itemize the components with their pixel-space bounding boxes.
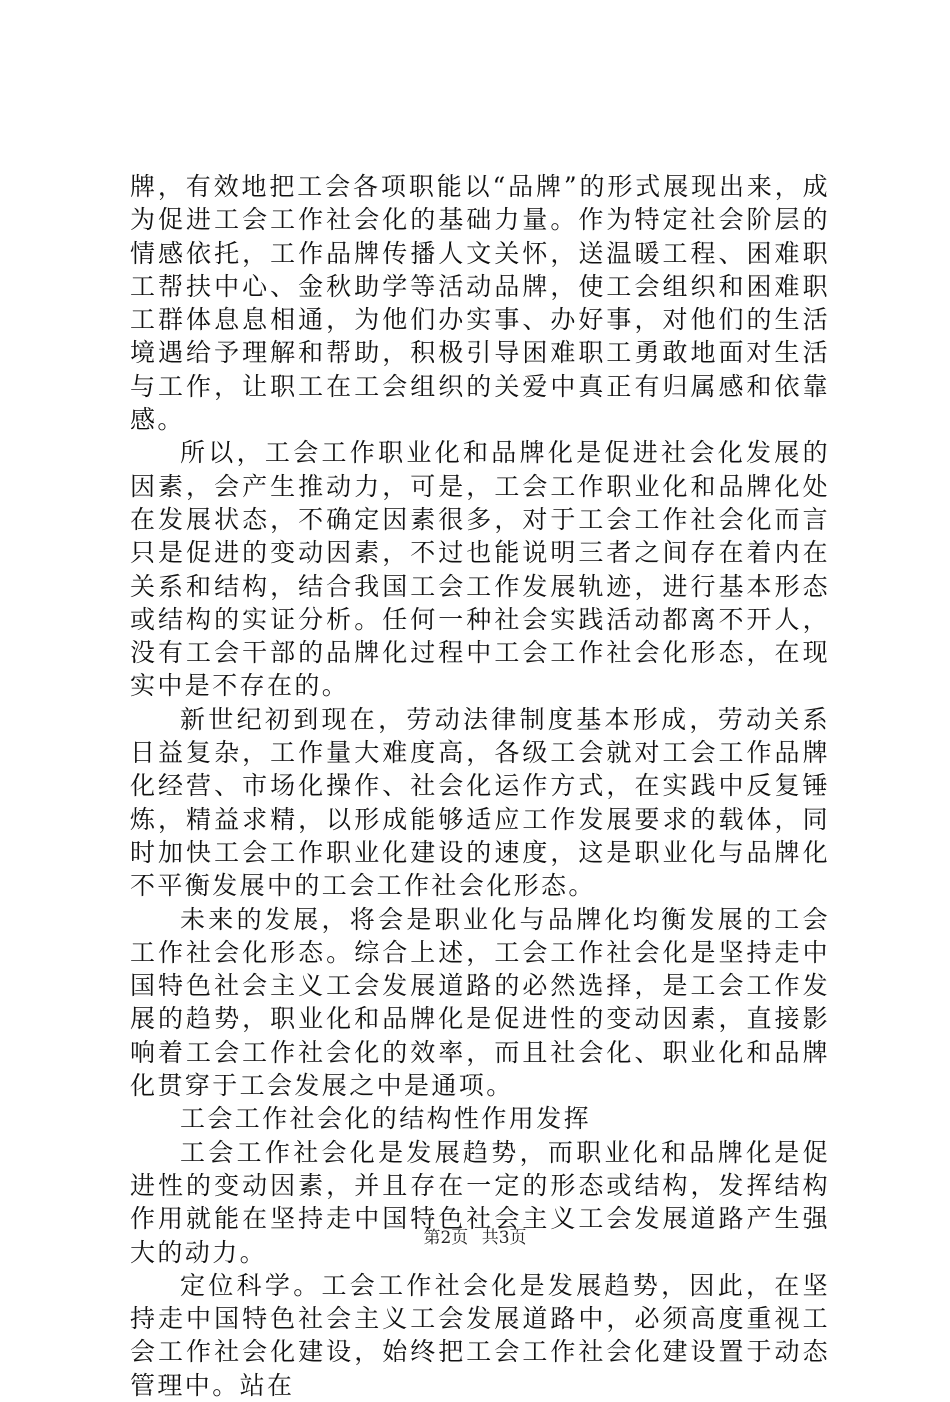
paragraph-3: 新世纪初到现在，劳动法律制度基本形成，劳动关系日益复杂，工作量大难度高，各级工会就对工会工作品牌化经营、市场化操作、社会化运作方式，在实践中反复锤炼，精益求精，以形成能够适应工作发展要求的载体，同时加快工会工作职业化建设的速度，这是职业化与品牌化不平衡发展中的工会工作社会化形态。 xyxy=(130,704,830,901)
paragraph-6: 定位科学。工会工作社会化是发展趋势，因此，在坚持走中国特色社会主义工会发展道路中，必须高度重视工会工作社会化建设，始终把工会工作社会化建设置于动态管理中。站在 xyxy=(130,1270,830,1400)
section-heading: 工会工作社会化的结构性作用发挥 xyxy=(180,1104,592,1134)
page-total: 共3页 xyxy=(481,1228,527,1248)
paragraph-4: 未来的发展，将会是职业化与品牌化均衡发展的工会工作社会化形态。综合上述，工会工作社会化是坚持走中国特色社会主义工会发展道路的必然选择，是工会工作发展的趋势，职业化和品牌化是促进性的变动因素，直接影响着工会工作社会化的效率，而且社会化、职业化和品牌化贯穿于工会发展之中是通项。 xyxy=(130,904,830,1101)
page-number: 第2页 xyxy=(423,1228,469,1248)
page-footer xyxy=(0,1227,950,1249)
paragraph-5: 工会工作社会化是发展趋势，而职业化和品牌化是促进性的变动因素，并且存在一定的形态或结构，发挥结构作用就能在坚持走中国特色社会主义工会发展道路产生强大的动力。 xyxy=(130,1137,830,1267)
document-body xyxy=(130,170,830,1402)
paragraph-1: 牌，有效地把工会各项职能以“品牌”的形式展现出来，成为促进工会工作社会化的基础力量。作为特定社会阶层的情感依托，工作品牌传播人文关怀，送温暖工程、困难职工帮扶中心、金秋助学等活动品牌，使工会组织和困难职工群体息息相通，为他们办实事、办好事，对他们的生活境遇给予理解和帮助，积极引导困难职工勇敢地面对生活与工作，让职工在工会组织的关爱中真正有归属感和依靠感。 xyxy=(130,172,830,435)
paragraph-2: 所以，工会工作职业化和品牌化是促进社会化发展的因素，会产生推动力，可是，工会工作职业化和品牌化处在发展状态，不确定因素很多，对于工会工作社会化而言只是促进的变动因素，不过也能说明三者之间存在着内在关系和结构，结合我国工会工作发展轨迹，进行基本形态或结构的实证分析。任何一种社会实践活动都离不开人，没有工会干部的品牌化过程中工会工作社会化形态，在现实中是不存在的。 xyxy=(130,438,830,701)
